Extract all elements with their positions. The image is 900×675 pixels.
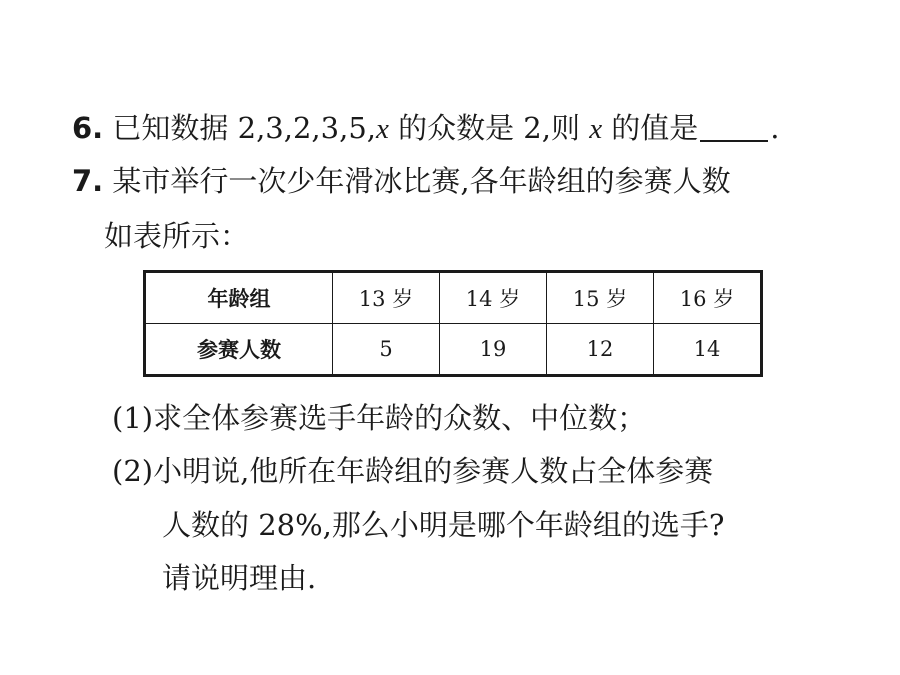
table-cell: 13 岁 bbox=[333, 272, 440, 324]
table-cell: 14 bbox=[654, 324, 762, 376]
question-7-line2: 如表所示： bbox=[104, 219, 250, 253]
part-2-line1: (2)小明说,他所在年龄组的参赛人数占全体参赛 bbox=[112, 454, 714, 488]
table-cell: 15 岁 bbox=[547, 272, 654, 324]
question-6 bbox=[72, 108, 780, 149]
table-cell: 14 岁 bbox=[440, 272, 547, 324]
part-2-line3: 请说明理由. bbox=[162, 561, 317, 595]
part-1-text: (1)求全体参赛选手年龄的众数、中位数； bbox=[112, 401, 647, 435]
question-6-text-c: 的值是 bbox=[602, 111, 699, 145]
table-row bbox=[145, 324, 762, 376]
table-cell: 19 bbox=[440, 324, 547, 376]
table-header-participants: 参赛人数 bbox=[145, 324, 333, 376]
question-7-number: 7. bbox=[72, 164, 104, 198]
table-cell: 5 bbox=[333, 324, 440, 376]
question-7-line1 bbox=[72, 161, 731, 201]
table-row bbox=[145, 272, 762, 324]
question-6-var-x-2: x bbox=[589, 113, 603, 145]
question-6-number: 6. bbox=[72, 111, 104, 145]
question-6-period: . bbox=[770, 111, 780, 145]
question-6-text-a: 已知数据 2,3,2,3,5, bbox=[112, 111, 376, 145]
question-6-text-b: 的众数是 2,则 bbox=[388, 111, 590, 145]
part-2-line2: 人数的 28%,那么小明是哪个年龄组的选手? bbox=[162, 508, 725, 542]
table-header-age-group: 年龄组 bbox=[145, 272, 333, 324]
answer-blank[interactable] bbox=[700, 112, 768, 142]
table-cell: 12 bbox=[547, 324, 654, 376]
question-6-var-x: x bbox=[376, 113, 389, 145]
age-group-table bbox=[143, 270, 763, 377]
table-cell: 16 岁 bbox=[654, 272, 762, 324]
question-7-text-line1: 某市举行一次少年滑冰比赛,各年龄组的参赛人数 bbox=[112, 164, 731, 198]
